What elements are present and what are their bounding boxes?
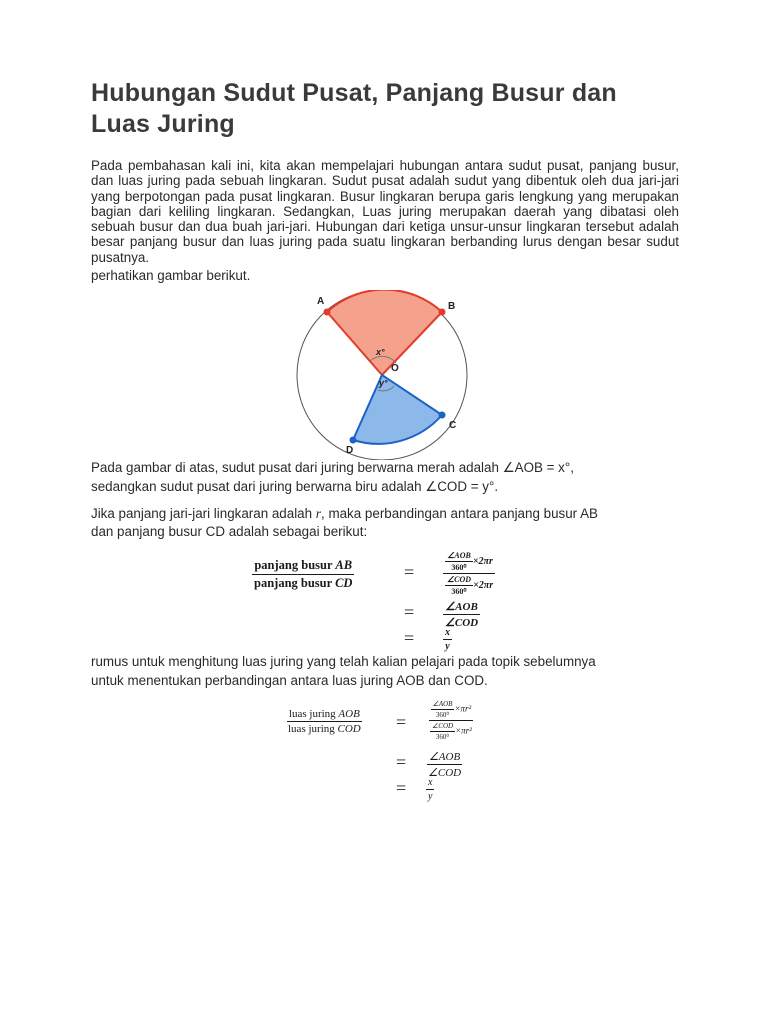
page-title: Hubungan Sudut Pusat, Panjang Busur dan Luas Juring (91, 79, 617, 138)
formula-area-rhs-2: $\frac{\text{∠AOB}}{\text{∠COD}}$ (428, 751, 462, 779)
intro-tail: perhatikan gambar berikut. (91, 268, 251, 284)
formula-area-eq-3: = (396, 778, 407, 798)
label-d: D (346, 445, 354, 456)
label-b: B (448, 301, 456, 312)
point-d (350, 437, 357, 444)
point-a (324, 309, 331, 316)
rumus-line-2: untuk menentukan perbandingan antara luas juring AOB dan COD. (91, 673, 488, 688)
radius-sentence-line-2: dan panjang busur CD adalah sebagai berikut: (91, 524, 368, 539)
formula-arc-eq-1: = (404, 562, 415, 582)
label-x: x° (376, 347, 385, 357)
point-c (439, 412, 446, 419)
formula-arc-lhs: $\frac{\text{panjang busur AB}}{\text{panjang busur CD}}$ (254, 558, 353, 590)
formula-area-eq-1: = (396, 712, 407, 732)
intro-paragraph: Pada pembahasan kali ini, kita akan mempelajari hubungan antara sudut pusat, panjang busur, dan luas juring pada sebuah lingkaran. Sudut pusat adalah sudut yang dibentuk oleh dua jari-jari yang berpotongan pada pusat lingkaran. Busur lingkaran berupa garis lengkung yang merupakan bagian dari keliling lingkaran. Sedangkan, Luas juring merupakan daerah yang dibatasi oleh sebuah busur dan dua buah jari-jari. Hubungan dari ketiga unsur-unsur lingkaran tersebut adalah besar panjang busur dan luas juring pada suatu lingkaran berbanding lurus dengan besar sudut pusatnya. (91, 158, 679, 265)
formula-area-rhs-3: $\frac{x}{y}$ (428, 777, 433, 802)
formula-area-eq-2: = (396, 752, 407, 772)
circle-sector-figure (290, 290, 480, 460)
formula-arc-eq-3: = (404, 628, 415, 648)
label-o: O (391, 363, 399, 374)
formula-area-lhs: $\frac{\text{luas juring AOB}}{\text{luas juring COD}}$ (288, 708, 361, 735)
caption-line-2: sedangkan sudut pusat dari juring berwarna biru adalah ∠COD = y°. (91, 479, 499, 494)
article (91, 78, 679, 285)
caption-line-1: Pada gambar di atas, sudut pusat dari juring berwarna merah adalah ∠AOB = x°, (91, 460, 574, 475)
radius-sentence-line-1: Jika panjang jari-jari lingkaran adalah r, maka perbandingan antara panjang busur AB (91, 506, 598, 521)
label-c: C (449, 420, 457, 431)
formula-arc-rhs-3: $\frac{x}{y}$ (445, 627, 450, 652)
label-y: y° (379, 378, 388, 388)
blue-sector (353, 375, 442, 444)
red-sector (327, 290, 442, 375)
label-a: A (317, 296, 325, 307)
rumus-line-1: rumus untuk menghitung luas juring yang telah kalian pelajari pada topik sebelumnya (91, 654, 596, 669)
formula-arc-rhs-1: $\frac{\text{∠AOB}}{\text{360⁰}}$ ×2πr $\frac{\text{∠COD}}{\text{360⁰}}$ ×2πr (443, 551, 495, 596)
formula-area-rhs-1: $\frac{\text{∠AOB}}{\text{360⁰}}$ ×πr² $\frac{\text{∠COD}}{\text{360⁰}}$ ×πr² (428, 700, 474, 741)
formula-arc-rhs-2: $\frac{\text{∠AOB}}{\text{∠COD}}$ (445, 601, 479, 629)
point-b (439, 309, 446, 316)
formula-arc-eq-2: = (404, 602, 415, 622)
